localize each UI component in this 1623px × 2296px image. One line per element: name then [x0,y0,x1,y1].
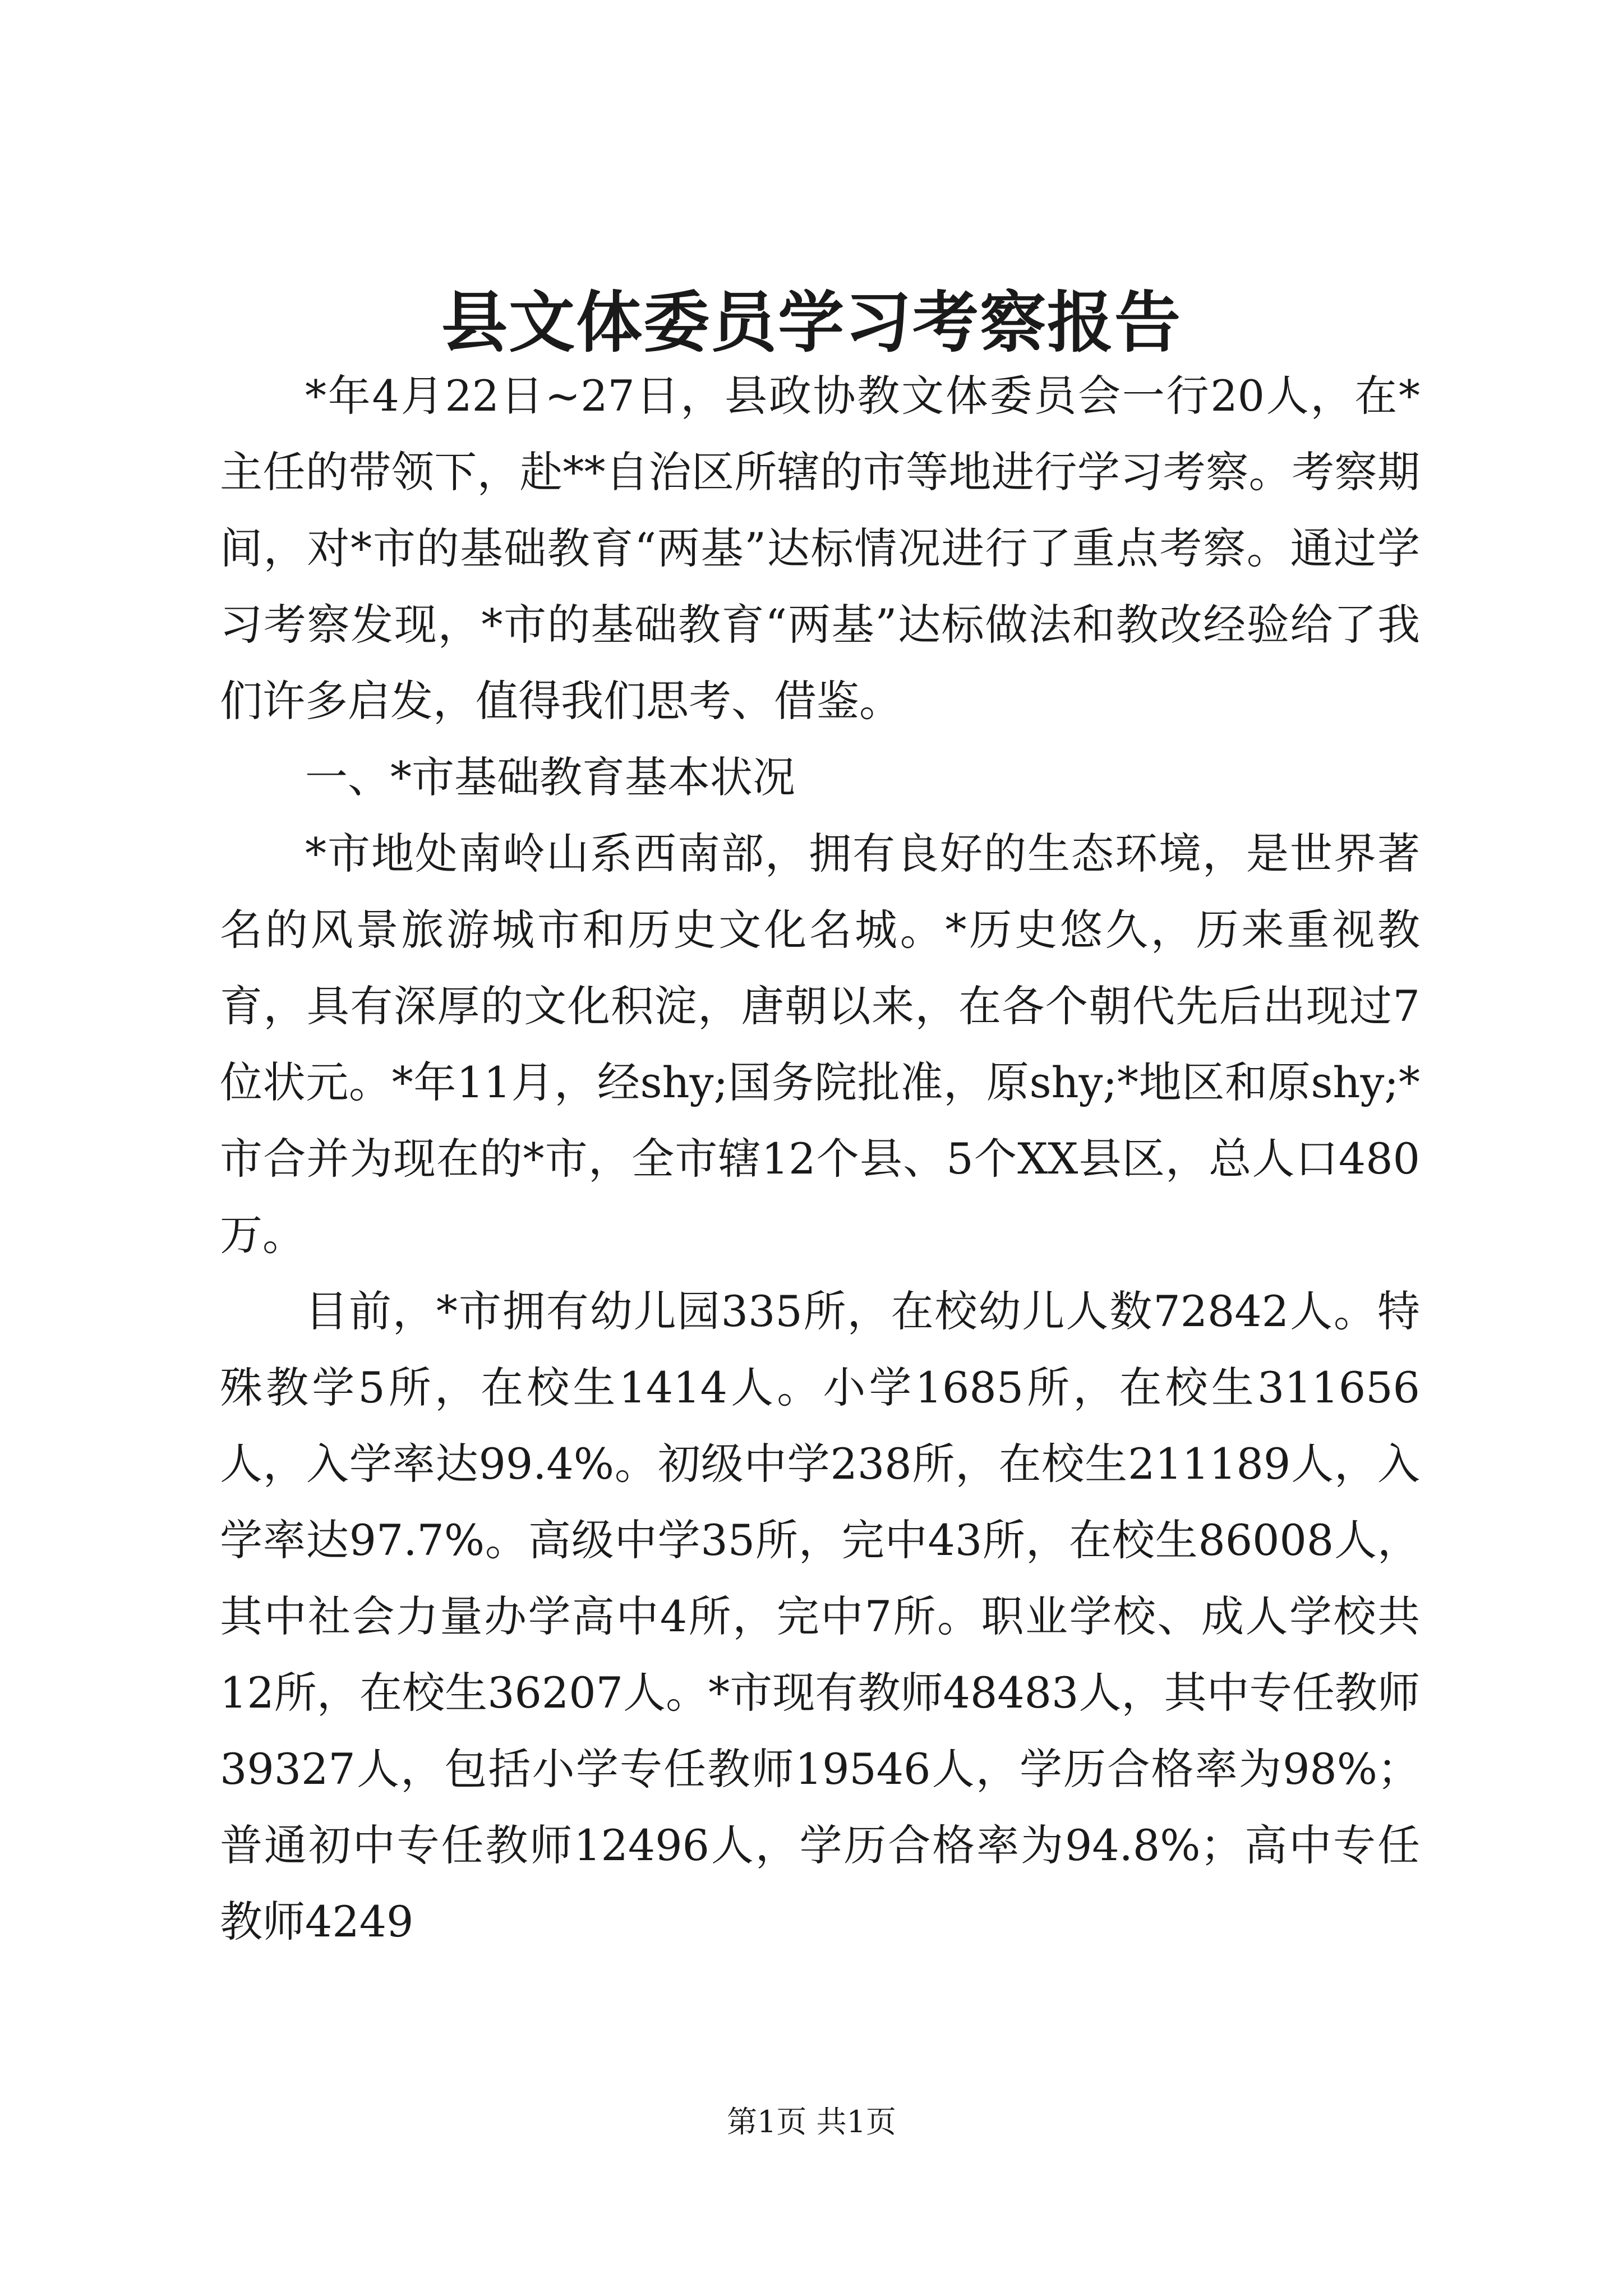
paragraph-intro: *年4月22日~27日，县政协教文体委员会一行20人，在*主任的带领下，赴**自治区所辖的市等地进行学习考察。考察期间，对*市的基础教育“两基”达标情况进行了重点考察。通过学习考察发现，*市的基础教育“两基”达标做法和教改经验给了我们许多启发，值得我们思考、借鉴。 [220,371,1420,726]
paragraph-education-stats: 目前，*市拥有幼儿园335所，在校幼儿人数72842人。特殊教学5所，在校生1414人。小学1685所，在校生311656人，入学率达99.4%。初级中学238所，在校生211189人，入学率达97.7%。高级中学35所，完中43所，在校生86008人，其中社会力量办学高中4所，完中7所。职业学校、成人学校共12所，在校生36207人。*市现有教师48483人，其中专任教师39327人，包括小学专任教师19546人，学历合格率为98%；普通初中专任教师12496人，学历合格率为94.8%；高中专任教师4249 [220,1286,1420,1947]
paragraph-city-overview: *市地处南岭山系西南部，拥有良好的生态环境，是世界著名的风景旅游城市和历史文化名城。*历史悠久，历来重视教育，具有深厚的文化积淀，唐朝以来，在各个朝代先后出现过7位状元。*年11月，经shy;国务院批准，原shy;*地区和原shy;*市合并为现在的*市，全市辖12个县、5个XX县区，总人口480万。 [220,829,1420,1260]
document-body [220,358,1420,1960]
document-title: 县文体委员学习考察报告 [441,283,1182,361]
section-heading-1: 一、*市基础教育基本状况 [305,752,795,802]
page-footer: 第1页 共1页 [727,2104,896,2139]
